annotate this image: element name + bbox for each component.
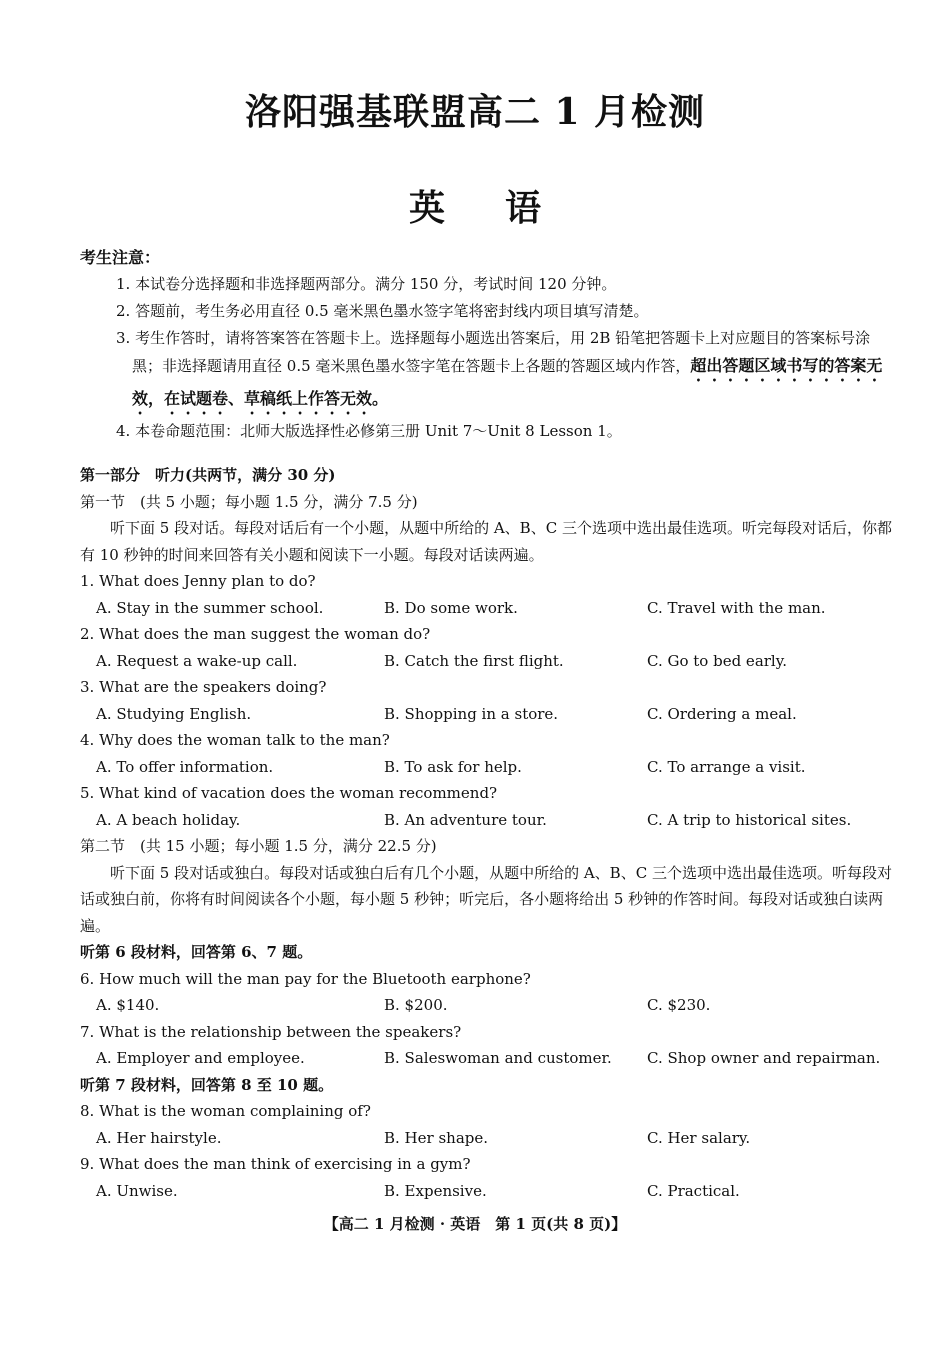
question-3 [80,674,900,727]
notice-item-4: 4. 本卷命题范围：北师大版选择性必修第三册 Unit 7～Unit 8 Lesson 1。 [116,422,622,440]
option-a: A. A beach holiday. [96,810,241,829]
option-c: C. Shop owner and repairman. [647,1049,881,1067]
option-a: A. Studying English. [96,704,252,723]
exam-title: 洛阳强基联盟高二 1 月检测 [244,91,706,133]
question-options [80,701,900,728]
question-stem: 6. How much will the man pay for the Bluetooth earphone? [80,969,531,988]
part1-heading: 第一部分 听力(共两节，满分 30 分) [80,466,336,484]
question-options [80,1045,900,1072]
section1-instructions: 听下面 5 段对话。每段对话后有一个小题，从题中所给的 A、B、C 三个选项中选出最佳选项。听完每段对话后，你都有 10 秒钟的时间来回答有关小题和阅读下一小题。每段对话读两遍。 [80,519,892,564]
question-options [80,807,900,834]
notice-item-3-text: 3. 考生作答时，请将答案答在答题卡上。选择题每小题选出答案后，用 2B 铅笔把答题卡上对应题目的答案标号涂黑；非选择题请用直径 0.5 毫米黑色墨水签字笔在答题卡上各题的答题区域内作答， [116,329,871,375]
question-options [80,992,900,1019]
question-stem: 8. What is the woman complaining of? [80,1102,371,1120]
listening-part [80,462,900,1204]
notice-item-3-emphasis: 超出答题区域书写的答案无效，在试题卷、草稿纸上作答无效。 [132,356,883,408]
option-a: A. Stay in the summer school. [96,598,324,617]
option-c: C. To arrange a visit. [647,757,806,776]
question-stem: 7. What is the relationship between the speakers? [80,1022,462,1041]
material-7-lead: 听第 7 段材料，回答第 8 至 10 题。 [80,1075,334,1094]
question-6 [80,966,900,1019]
question-8 [80,1098,900,1151]
question-2 [80,621,900,674]
option-b: B. Shopping in a store. [384,704,559,723]
option-a: A. Her hairstyle. [96,1128,222,1147]
option-b: B. Do some work. [384,598,518,617]
material-6-lead: 听第 6 段材料，回答第 6、7 题。 [80,943,313,961]
notice-item-2: 2. 答题前，考生务必用直径 0.5 毫米黑色墨水签字笔将密封线内项目填写清楚。 [116,302,649,320]
section2-instructions: 听下面 5 段对话或独白。每段对话或独白后有几个小题，从题中所给的 A、B、C 三个选项中选出最佳选项。听每段对话或独白前，你将有时间阅读各个小题，每小题 5 秒钟；听完后，各小题将给出 5 秒钟的作答时间。每段对话或独白读两遍。 [80,863,892,935]
option-c: C. Travel with the man. [647,598,826,617]
question-stem: 2. What does the man suggest the woman do? [80,625,431,643]
question-4 [80,727,900,780]
question-options [80,754,900,781]
question-stem: 3. What are the speakers doing? [80,678,327,696]
option-a: A. Request a wake-up call. [96,651,298,670]
option-c: C. Ordering a meal. [647,704,797,723]
question-options [80,648,900,675]
page-footer: 【高二 1 月检测 · 英语 第 1 页(共 8 页)】 [323,1215,627,1233]
subject-title: 英语 [408,187,601,229]
option-b: B. Expensive. [384,1181,487,1200]
option-c: C. A trip to historical sites. [647,810,852,829]
option-a: A. Employer and employee. [96,1049,305,1067]
option-a: A. Unwise. [96,1181,178,1200]
question-options [80,1178,900,1205]
option-b: B. Catch the first flight. [384,651,564,670]
option-b: B. Saleswoman and customer. [384,1049,612,1067]
question-stem: 9. What does the man think of exercising in a gym? [80,1155,471,1173]
section2-heading: 第二节 (共 15 小题；每小题 1.5 分，满分 22.5 分) [80,837,437,855]
question-stem: 1. What does Jenny plan to do? [80,572,316,590]
question-stem: 4. Why does the woman talk to the man? [80,731,390,749]
question-9 [80,1151,900,1204]
option-c: C. Practical. [647,1181,740,1200]
notice-item-3 [80,325,900,418]
question-7 [80,1019,900,1072]
section1-heading: 第一节 (共 5 小题；每小题 1.5 分，满分 7.5 分) [80,492,418,511]
option-b: B. $200. [384,996,448,1014]
notice-block [80,244,900,445]
option-a: A. To offer information. [96,757,274,776]
question-options [80,595,900,622]
option-a: A. $140. [96,996,160,1014]
option-b: B. Her shape. [384,1128,489,1147]
option-b: B. An adventure tour. [384,810,547,829]
option-c: C. Her salary. [647,1128,751,1147]
notice-item-1: 1. 本试卷分选择题和非选择题两部分。满分 150 分，考试时间 120 分钟。 [116,275,617,293]
question-stem: 5. What kind of vacation does the woman recommend? [80,784,498,802]
question-1 [80,568,900,621]
option-c: C. Go to bed early. [647,651,787,670]
question-5 [80,780,900,833]
notice-title: 考生注意： [80,248,161,267]
option-c: C. $230. [647,996,711,1014]
option-b: B. To ask for help. [384,757,522,776]
question-options [80,1125,900,1152]
